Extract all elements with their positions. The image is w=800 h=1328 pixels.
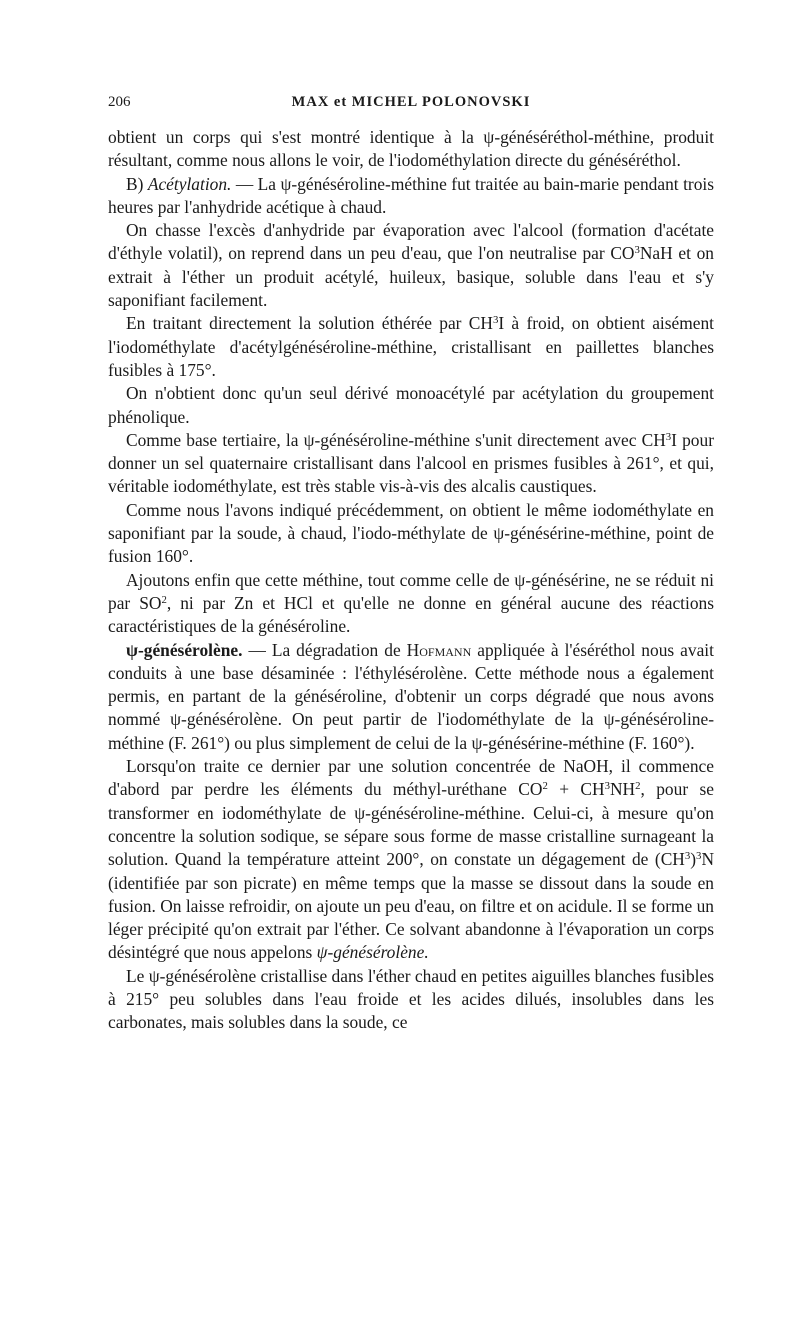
section-heading: ψ-génésérolène.	[126, 639, 243, 660]
paragraph: obtient un corps qui s'est montré identique à la ψ-généséréthol-méthine, produit résultant, comme nous allons le voir, de l'iodométhylation directe du généséréthol.	[108, 127, 714, 171]
page	[108, 94, 714, 1035]
running-head: MAX et MICHEL POLONOVSKI	[291, 94, 531, 110]
paragraph: Lorsqu'on traite ce dernier par une solution concentrée de NaOH, il commence d'abord par perdre les éléments du méthyl-uréthane $CO^2 + CH^3NH^2$, pour se transformer en iodométhylate de ψ-généséroline-méthine. Celui-ci, à mesure qu'on concentre la solution sodique, se sépare sous forme de masse cristalline surnageant la solution. Quand la température atteint 200°, on constate un dégagement de $(CH^3)^3N$ (identifiée par son picrate) en même temps que la masse se dissout dans la soude en fusion. On laisse refroidir, on ajoute un peu d'eau, on filtre et on acidule. Il se forme un léger précipité qu'on extrait par l'éther. Ce solvant abandonne à l'évaporation un corps désintégré que nous appelons ψ-génésérolène.	[108, 756, 714, 963]
body-text	[108, 126, 714, 1035]
paragraph: Ajoutons enfin que cette méthine, tout comme celle de ψ-génésérine, ne se réduit ni par $SO^2$, ni par Zn et HCl et qu'elle ne donne en général aucune des réactions caractéristiques de la généséroline.	[108, 569, 714, 637]
paragraph: ψ-génésérolène. — La dégradation de Hofmann appliquée à l'éséréthol nous avait conduits à une base désaminée : l'éthylésérolène. Cette méthode nous a également permis, en partant de la généséroline, d'obtenir un corps dégradé que nous avons nommé ψ-génésérolène. On peut partir de l'iodométhylate de la ψ-généséroline-méthine (F. 261°) ou plus simplement de celui de la ψ-génésérine-méthine (F. 160°).	[108, 639, 714, 753]
paragraph: B) Acétylation. — La ψ-généséroline-méthine fut traitée au bain-marie pendant trois heures par l'anhydride acétique à chaud.	[108, 173, 714, 217]
paragraph: Le ψ-génésérolène cristallise dans l'éther chaud en petites aiguilles blanches fusibles à 215° peu solubles dans l'eau froide et les acides dilués, insolubles dans les carbonates, mais solubles dans la soude, ce	[108, 965, 714, 1033]
paragraph: En traitant directement la solution éthérée par $CH^3I$ à froid, on obtient aisément l'iodométhylate d'acétylgénéséroline-méthine, cristallisant en paillettes blanches fusibles à 175°.	[108, 313, 715, 380]
paragraph: On chasse l'excès d'anhydride par évaporation avec l'alcool (formation d'acétate d'éthyle volatil), on reprend dans un peu d'eau, que l'on neutralise par $CO^3NaH$ et on extrait à l'éther un produit acétylé, huileux, basique, soluble dans l'eau et s'y saponifiant facilement.	[108, 220, 714, 311]
section-heading: Acétylation.	[147, 173, 232, 194]
paragraph: Comme base tertiaire, la ψ-généséroline-méthine s'unit directement avec $CH^3I$ pour donner un sel quaternaire cristallisant dans l'alcool en prismes fusibles à 261°, et qui, véritable iodométhylate, est très stable vis-à-vis des alcalis caustiques.	[108, 429, 714, 497]
page-number: 206	[108, 94, 131, 110]
author-name: Hofmann	[406, 639, 472, 660]
page-header	[108, 94, 714, 116]
paragraph: Comme nous l'avons indiqué précédemment, on obtient le même iodométhylate en saponifiant par la soude, à chaud, l'iodo-méthylate de ψ-génésérine-méthine, point de fusion 160°.	[108, 499, 714, 567]
paragraph: On n'obtient donc qu'un seul dérivé monoacétylé par acétylation du groupement phénolique.	[108, 383, 714, 427]
